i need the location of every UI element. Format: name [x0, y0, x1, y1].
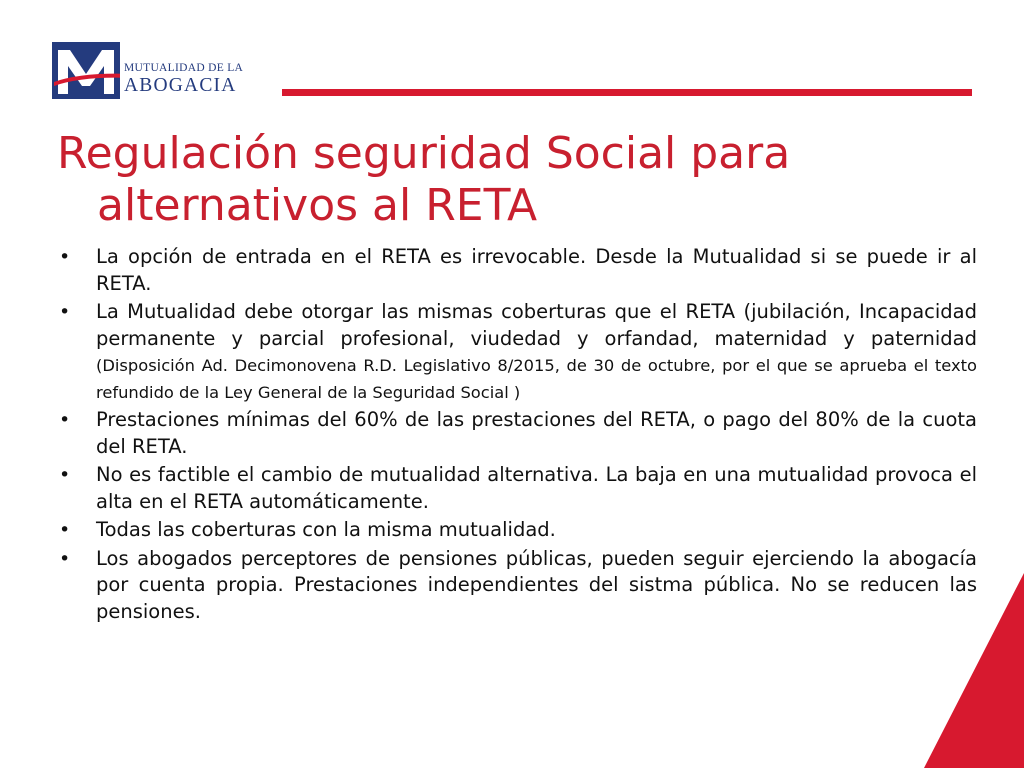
- bullet-text: No es factible el cambio de mutualidad alternativa. La baja en una mutualidad provoca el alta en el RETA automáticamente.: [96, 463, 977, 513]
- bullet-text: La Mutualidad debe otorgar las mismas coberturas que el RETA (jubilación, Incapacidad permanente y parcial profesional, viudedad y orfandad, maternidad y paternidad: [96, 300, 977, 350]
- logo-text-top: MUTUALIDAD DE LA: [124, 62, 244, 74]
- header-divider: [282, 89, 972, 96]
- bullet-dot: •: [59, 519, 71, 541]
- bullet-text: La opción de entrada en el RETA es irrevocable. Desde la Mutualidad si se puede ir al RETA.: [96, 245, 977, 295]
- bullet-note: (Disposición Ad. Decimonovena R.D. Legislativo 8/2015, de 30 de octubre, por el que se aprueba el texto refundido de la Ley General de la Seguridad Social ): [96, 356, 977, 402]
- bullet-item: [57, 462, 977, 515]
- bullet-text: Los abogados perceptores de pensiones públicas, pueden seguir ejerciendo la abogacía por cuenta propia. Prestaciones independientes del sistma pública. No se reducen las pensiones.: [96, 546, 977, 623]
- bullet-item: [57, 244, 977, 297]
- bullet-item: [57, 407, 977, 460]
- logo: [52, 42, 252, 100]
- slide-title: [57, 128, 977, 232]
- bullet-dot: •: [59, 547, 71, 570]
- bullet-text: Todas las coberturas con la misma mutualidad.: [96, 518, 556, 541]
- bullet-dot: •: [59, 464, 71, 486]
- bullet-list: [57, 244, 977, 627]
- logo-text-bottom: ABOGACIA: [124, 75, 237, 96]
- title-line-2: alternativos al RETA: [97, 180, 538, 231]
- bullet-item: [57, 299, 977, 405]
- corner-decoration: [924, 573, 1024, 768]
- bullet-text: Prestaciones mínimas del 60% de las prestaciones del RETA, o pago del 80% de la cuota del RETA.: [96, 408, 977, 458]
- bullet-dot: •: [59, 301, 71, 323]
- bullet-dot: •: [59, 246, 71, 268]
- title-line-1: Regulación seguridad Social para: [57, 128, 791, 179]
- mutualidad-m-logo-icon: [52, 42, 120, 99]
- bullet-item: [57, 517, 977, 544]
- bullet-dot: •: [59, 409, 71, 431]
- bullet-item: [57, 546, 977, 626]
